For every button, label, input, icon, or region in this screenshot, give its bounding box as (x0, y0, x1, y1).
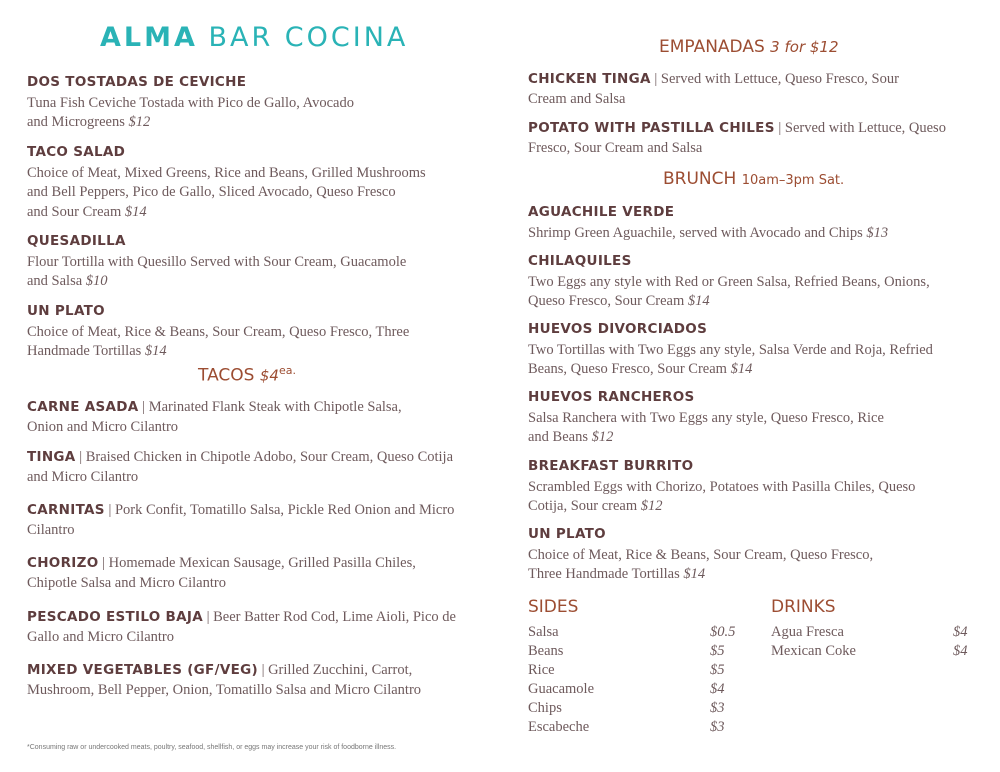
menu-item (27, 554, 416, 593)
menu-item-description: Scrambled Eggs with Chorizo, Potatoes with Pasilla Chiles, Queso Cotija, Sour cream (528, 478, 916, 514)
menu-item-title: DOS TOSTADAS DE CEVICHE (27, 74, 247, 90)
menu-item-title: MIXED VEGETABLES (GF/VEG) (27, 662, 258, 678)
menu-item (27, 661, 421, 700)
menu-item (27, 448, 453, 487)
row-price: $4 (953, 624, 968, 640)
row-name: Mexican Coke (771, 643, 856, 659)
menu-item (27, 398, 402, 437)
menu-item (27, 73, 354, 133)
empanadas-deal: 3 for $12 (770, 38, 839, 56)
sides-row (528, 662, 728, 679)
menu-item-description: Flour Tortilla with Quesillo Served with Sour Cream, Guacamole and Salsa (27, 253, 407, 289)
row-name: Chips (528, 700, 562, 716)
menu-item-title: AGUACHILE VERDE (528, 204, 675, 220)
menu-item-title: BREAKFAST BURRITO (528, 458, 694, 474)
row-price: $5 (710, 662, 725, 678)
menu-item-title: QUESADILLA (27, 233, 126, 249)
empanadas-title: EMPANADAS (659, 37, 765, 57)
logo-bold: ALMA (100, 22, 198, 53)
restaurant-logo (100, 22, 408, 53)
menu-item-title: CARNE ASADA (27, 399, 139, 415)
menu-item-title: TINGA (27, 449, 76, 465)
menu-item-description: | Homemade Mexican Sausage, Grilled Pasilla Chiles, Chipotle Salsa and Micro Cilantro (27, 555, 416, 591)
menu-item-description: Choice of Meat, Rice & Beans, Sour Cream, Queso Fresco, Three Handmade Tortillas (27, 323, 410, 359)
menu-item (528, 70, 899, 109)
footnote: *Consuming raw or undercooked meats, poultry, seafood, shellfish, or eggs may increase your risk of foodborne illness. (27, 744, 397, 751)
menu-item-description: Shrimp Green Aguachile, served with Avocado and Chips (528, 224, 867, 241)
menu-item-title: CARNITAS (27, 502, 105, 518)
menu-item (27, 608, 456, 647)
sides-row (528, 700, 728, 717)
menu-item-title: UN PLATO (27, 303, 105, 319)
row-name: Agua Fresca (771, 624, 844, 640)
menu-item-description: | Grilled Zucchini, Carrot, Mushroom, Bell Pepper, Onion, Tomatillo Salsa and Micro Cilantro (27, 662, 422, 698)
menu-item-title: HUEVOS RANCHEROS (528, 389, 695, 405)
menu-item-price: $14 (730, 361, 753, 377)
menu-item-price: $13 (866, 224, 889, 241)
row-price: $0.5 (710, 624, 736, 640)
menu-item-price: $12 (640, 498, 663, 514)
menu-item (27, 302, 409, 362)
row-name: Rice (528, 662, 555, 678)
row-name: Escabeche (528, 719, 590, 735)
row-price: $5 (710, 643, 725, 659)
menu-item-description: Tuna Fish Ceviche Tostada with Pico de Gallo, Avocado and Microgreens (27, 94, 354, 130)
menu-item (27, 143, 426, 222)
empanadas-heading (659, 37, 839, 57)
menu-item-title: CHILAQUILES (528, 253, 632, 269)
menu-item-price: $10 (85, 273, 108, 289)
menu-item-description: | Served with Lettuce, Queso Fresco, Sour Cream and Salsa (528, 120, 946, 156)
menu-item-price: $14 (683, 566, 706, 582)
menu-item-price: $12 (591, 429, 614, 445)
menu-item-description: Choice of Meat, Rice & Beans, Sour Cream, Queso Fresco, Three Handmade Tortillas (528, 546, 874, 582)
drinks-heading: DRINKS (771, 597, 836, 617)
drinks-row (771, 624, 971, 641)
menu-item-description: | Marinated Flank Steak with Chipotle Salsa, Onion and Micro Cilantro (27, 399, 402, 435)
menu-item-description: | Served with Lettuce, Queso Fresco, Sour Cream and Salsa (528, 71, 899, 107)
menu-item (528, 252, 930, 312)
menu-item-price: $14 (124, 203, 147, 220)
menu-item-price: $14 (144, 343, 167, 359)
menu-item-description: Two Eggs any style with Red or Green Salsa, Refried Beans, Onions, Queso Fresco, Sour Cream (528, 273, 930, 309)
menu-item-title: UN PLATO (528, 526, 606, 542)
drinks-row (771, 643, 971, 660)
menu-item (528, 388, 884, 448)
tacos-title: TACOS (198, 365, 255, 386)
row-price: $3 (710, 719, 725, 735)
menu-item-description: | Beer Batter Rod Cod, Lime Aioli, Pico de Gallo and Micro Cilantro (27, 609, 456, 645)
tacos-price: $4 (259, 366, 279, 385)
menu-item-description: Two Tortillas with Two Eggs any style, Salsa Verde and Roja, Refried Beans, Queso Fresco, Sour Cream (528, 341, 933, 377)
menu-item (528, 203, 888, 243)
row-name: Guacamole (528, 681, 595, 697)
row-price: $4 (710, 681, 725, 697)
tacos-heading (198, 364, 296, 386)
sides-row (528, 719, 728, 736)
menu-item-title: HUEVOS DIVORCIADOS (528, 321, 708, 337)
brunch-title: BRUNCH (663, 169, 737, 189)
sides-row (528, 624, 736, 641)
row-price: $4 (953, 643, 968, 659)
logo-text: BAR COCINA (208, 22, 409, 53)
brunch-hours: 10am–3pm Sat. (741, 173, 845, 188)
tacos-suffix: ea. (278, 364, 296, 377)
row-name: Salsa (528, 624, 559, 640)
menu-item-title: PESCADO ESTILO BAJA (27, 609, 203, 625)
menu-item-title: TACO SALAD (27, 144, 126, 160)
menu-item (528, 457, 915, 517)
menu-item (528, 320, 933, 380)
menu-item (528, 525, 873, 585)
sides-row (528, 681, 728, 698)
menu-item-description: | Braised Chicken in Chipotle Adobo, Sour Cream, Queso Cotija and Micro Cilantro (27, 449, 454, 485)
menu-item-description: Choice of Meat, Mixed Greens, Rice and Beans, Grilled Mushrooms and Bell Peppers, Pico de Gallo, Sliced Avocado, Queso Fresco and Sour Cream (27, 164, 426, 220)
menu-item (528, 119, 946, 158)
menu-item (27, 501, 454, 540)
sides-heading: SIDES (528, 597, 579, 617)
brunch-heading (663, 169, 844, 189)
menu-item (27, 232, 406, 292)
menu-item-title: CHICKEN TINGA (528, 71, 651, 87)
menu-item-price: $12 (128, 114, 151, 130)
menu-item-title: CHORIZO (27, 555, 99, 571)
menu-item-description: | Pork Confit, Tomatillo Salsa, Pickle Red Onion and Micro Cilantro (27, 502, 455, 538)
sides-row (528, 643, 728, 660)
menu-item-title: POTATO WITH PASTILLA CHILES (528, 120, 775, 136)
menu-item-price: $14 (687, 293, 710, 309)
row-name: Beans (528, 643, 564, 659)
menu-item-description: Salsa Ranchera with Two Eggs any style, Queso Fresco, Rice and Beans (528, 409, 884, 445)
row-price: $3 (710, 700, 725, 716)
